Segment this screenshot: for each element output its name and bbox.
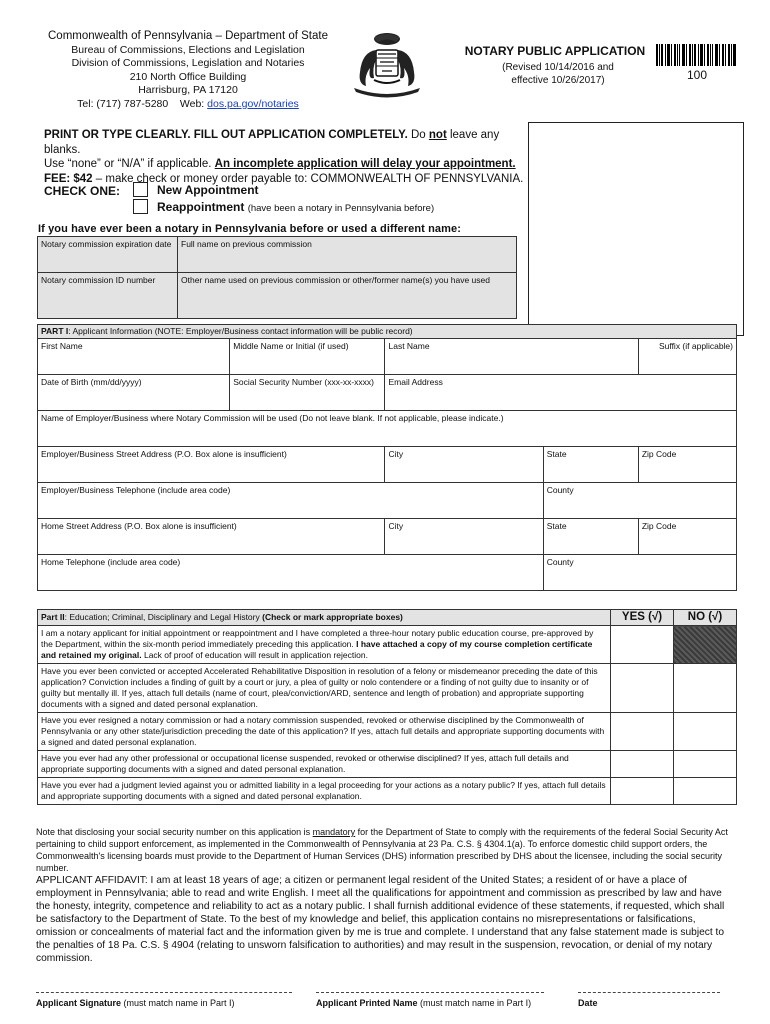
part2-table (37, 609, 737, 805)
employer-phone-field[interactable] (38, 483, 544, 519)
instructions (44, 128, 524, 186)
printed-name-label: Applicant Printed Name (316, 998, 418, 1008)
home-zip-label: Zip Code (641, 521, 677, 531)
instruction-none-na: Use “none” or “N/A” if applicable. (44, 158, 215, 170)
employer-street-field[interactable] (38, 447, 385, 483)
email-field[interactable] (385, 375, 737, 411)
prior-commission-title: If you have ever been a notary in Pennsylvania before or used a different name: (38, 223, 461, 235)
part1-note: : Applicant Information (NOTE: Employer/Business contact information will be public record) (68, 326, 413, 336)
home-street-field[interactable] (38, 519, 385, 555)
form-number: 100 (686, 68, 708, 82)
part1-label: PART I (41, 326, 69, 336)
education-certificate-note: I have attached a copy of my course completion certificate and retained my original. (41, 639, 593, 660)
employer-name-field[interactable] (38, 411, 737, 447)
commission-discipline-yes-box[interactable] (611, 713, 674, 751)
date-line[interactable] (578, 992, 720, 993)
home-county-field[interactable] (543, 555, 736, 591)
employer-state-field[interactable] (543, 447, 638, 483)
home-state-label: State (546, 521, 567, 531)
home-phone-label: Home Telephone (include area code) (41, 557, 181, 567)
judgment-no-box[interactable] (674, 778, 737, 805)
commission-discipline-question: Have you ever resigned a notary commission or had a notary commission suspended, revoked or otherwise disciplined by the Commonwealth of Pennsylvania or any other state/jurisdiction preceding the date of this application? If yes, attach full details and appropriate supporting documents with a signed and dated personal explanation. (38, 713, 611, 751)
ssn-note-mandatory: mandatory (312, 827, 356, 837)
previous-full-name-field[interactable] (178, 237, 517, 273)
barcode-icon (656, 44, 736, 66)
date-caption (578, 998, 598, 1008)
dob-label: Date of Birth (mm/dd/yyyy) (41, 377, 142, 387)
agency-line-2: Bureau of Commissions, Elections and Legislation (71, 43, 305, 56)
instruction-print-clearly: PRINT OR TYPE CLEARLY. FILL OUT APPLICATION COMPLETELY. (44, 129, 408, 141)
home-phone-field[interactable] (38, 555, 544, 591)
employer-phone-label: Employer/Business Telephone (include area code) (41, 485, 231, 495)
printed-name-line[interactable] (316, 992, 544, 993)
employer-county-field[interactable] (543, 483, 736, 519)
last-name-label: Last Name (388, 341, 430, 351)
license-discipline-no-box[interactable] (674, 751, 737, 778)
previous-full-name-label: Full name on previous commission (181, 239, 312, 249)
form-title: NOTARY PUBLIC APPLICATION (464, 44, 646, 58)
employer-street-label: Employer/Business Street Address (P.O. Box alone is insufficient) (41, 449, 287, 459)
employer-name-label: Name of Employer/Business where Notary Commission will be used (Do not leave blank. If not applicable, please indicate.) (41, 413, 504, 423)
reappointment-note: (have been a notary in Pennsylvania before) (247, 203, 435, 214)
office-use-box (528, 122, 744, 336)
agency-line-3: Division of Commissions, Legislation and Notaries (71, 57, 305, 69)
judgment-yes-box[interactable] (611, 778, 674, 805)
other-names-field[interactable] (178, 273, 517, 319)
middle-name-field[interactable] (230, 339, 385, 375)
employer-state-label: State (546, 449, 567, 459)
home-city-field[interactable] (385, 519, 543, 555)
home-city-label: City (388, 521, 404, 531)
first-name-field[interactable] (38, 339, 230, 375)
email-label: Email Address (388, 377, 443, 387)
web-link[interactable]: dos.pa.gov/notaries (207, 97, 299, 110)
dob-field[interactable] (38, 375, 230, 411)
agency-line-1: Commonwealth of Pennsylvania – Department of State (48, 30, 328, 42)
printed-name-note: (must match name in Part I) (417, 998, 532, 1008)
instruction-not: not (428, 129, 447, 141)
home-county-label: County (546, 557, 574, 567)
judgment-question: Have you ever had a judgment levied against you or admitted liability in a legal proceeding for your actions as a notary public? If yes, attach full details and appropriate supporting documents with a signed and dated personal explanation. (38, 778, 611, 805)
ssn-note-rest: for the Department of State to comply with the requirements of the federal Social Security Act pertaining to child support enforcement, as implemented in the Commonwealth of Pennsylvania at 23 Pa. C.S. § 4304.1(a). To enforce domestic child support orders, the Commonwealth's licensing boards must provide to the Department of Human Services (DHS) information prescribed by DHS about the licensee, including the social security number. (36, 827, 728, 873)
applicant-affidavit: APPLICANT AFFIDAVIT: I am at least 18 years of age; a citizen or permanent legal resident of the United States; a resident of or have a place of employment in Pennsylvania; able to read and write English. I meet all the qualifications for appointment and commission as prescribed by law and have the honesty, integrity, competence and reliability to act as a notary public. I shall furnish additional evidence of these statements, if requested, which shall be satisfactory to the Department of State. To the best of my knowledge and belief, this application contains no misrepresentations or falsifications, omission or concealments of material fact and the information given by me is true and complete. I understand that any false statement made is subject to the penalties of 18 Pa. C.S. § 4904 (relating to unsworn falsification to authorities) and may result in the suspension, revocation, or denial of my notary commission. (36, 875, 725, 964)
commission-discipline-no-box[interactable] (674, 713, 737, 751)
printed-name-caption (316, 998, 531, 1008)
new-appointment-label: New Appointment (157, 183, 259, 197)
revised-date: (Revised 10/14/2016 and (502, 62, 614, 73)
effective-date: effective 10/26/2017) (511, 75, 605, 86)
part2-subject: : Education; Criminal, Disciplinary and Legal History (64, 612, 263, 622)
education-rejection-note: Lack of proof of education will result in application rejection. (141, 650, 368, 660)
date-label: Date (578, 998, 598, 1008)
form-revision (468, 61, 648, 87)
instruction-delay-warning: An incomplete application will delay your appointment. (214, 158, 516, 170)
license-discipline-question: Have you ever had any other professional or occupational license suspended, revoked or otherwise disciplined? If yes, attach full details and appropriate supporting documents with a signed and dated personal explanation. (38, 751, 611, 778)
education-question-text: I am a notary applicant for initial appointment or reappointment and I have completed a three-hour notary public education course, pre-approved by the Department, within the six-month period immediately preceding this application. (41, 628, 594, 649)
education-yes-box[interactable] (611, 626, 674, 664)
ssn-label: Social Security Number (xxx-xx-xxxx) (233, 377, 375, 387)
web-label: Web: (179, 97, 205, 110)
commission-expiration-field[interactable] (38, 237, 178, 273)
commission-id-label: Notary commission ID number (41, 275, 156, 285)
agency-header (38, 30, 338, 111)
fee-amount: FEE: $42 (44, 172, 93, 185)
instruction-line-2 (44, 157, 524, 172)
signature-note: (must match name in Part I) (121, 998, 235, 1008)
criminal-question: Have you ever been convicted or accepted Accelerated Rehabilitative Disposition in resolution of a felony or misdemeanor preceding the date of this application? Conviction includes a finding of guilt by a court or jury, a plea of guilty or nolo contendere or a finding of not guilty due to insanity or of guilty but mentally ill. If yes, attach full details (name of court, plea/conviction/ARD, sentence and length of probation) and appropriate supporting documents with a signed and dated personal explanation. (38, 664, 611, 713)
agency-phone: Tel: (717) 787-5280 (77, 97, 169, 110)
home-state-field[interactable] (543, 519, 638, 555)
reappointment-checkbox[interactable] (133, 199, 148, 214)
part2-label: Part II (41, 612, 65, 622)
criminal-yes-box[interactable] (611, 664, 674, 713)
pennsylvania-seal-icon (348, 28, 426, 98)
suffix-label: Suffix (if applicable) (658, 341, 733, 351)
home-street-label: Home Street Address (P.O. Box alone is insufficient) (41, 521, 237, 531)
reappointment-option (157, 200, 434, 214)
part1-title (38, 325, 737, 339)
criminal-no-box[interactable] (674, 664, 737, 713)
first-name-label: First Name (41, 341, 83, 351)
employer-zip-field[interactable] (638, 447, 736, 483)
new-appointment-checkbox[interactable] (133, 182, 148, 197)
instruction-do: Do (410, 129, 429, 141)
education-question (38, 626, 611, 664)
part1-table (37, 324, 737, 591)
part2-instruction: (Check or mark appropriate boxes) (262, 612, 403, 622)
agency-contact (38, 98, 338, 112)
middle-name-label: Middle Name or Initial (if used) (233, 341, 349, 351)
employer-city-field[interactable] (385, 447, 543, 483)
reappointment-label: Reappointment (157, 200, 245, 214)
other-names-label: Other name used on previous commission or other/former name(s) you have used (181, 275, 490, 285)
signature-caption (36, 998, 235, 1008)
check-one-label: CHECK ONE: (44, 184, 121, 198)
agency-address-2: Harrisburg, PA 17120 (138, 84, 238, 96)
employer-county-label: County (546, 485, 574, 495)
signature-label: Applicant Signature (36, 998, 122, 1008)
yes-column-header: YES (√) (611, 610, 674, 626)
employer-zip-label: Zip Code (641, 449, 677, 459)
ssn-disclosure-note (36, 826, 736, 874)
suffix-field[interactable] (638, 339, 736, 375)
instruction-blanks: leave any blanks. (44, 129, 500, 156)
agency-address-1: 210 North Office Building (129, 70, 247, 83)
prior-commission-table (37, 236, 517, 319)
signature-line[interactable] (36, 992, 292, 993)
ssn-field[interactable] (230, 375, 385, 411)
education-no-box (674, 626, 737, 664)
home-zip-field[interactable] (638, 519, 736, 555)
fee-payable: – make check or money order payable to: COMMONWEALTH OF PENNSYLVANIA. (92, 172, 524, 185)
ssn-note-start: Note that disclosing your social security number on this application is (36, 827, 313, 837)
commission-id-field[interactable] (38, 273, 178, 319)
instruction-line-1 (44, 128, 524, 157)
no-column-header: NO (√) (674, 610, 737, 626)
employer-city-label: City (388, 449, 404, 459)
license-discipline-yes-box[interactable] (611, 751, 674, 778)
commission-expiration-label: Notary commission expiration date (41, 239, 172, 249)
last-name-field[interactable] (385, 339, 638, 375)
part2-title (38, 610, 611, 626)
